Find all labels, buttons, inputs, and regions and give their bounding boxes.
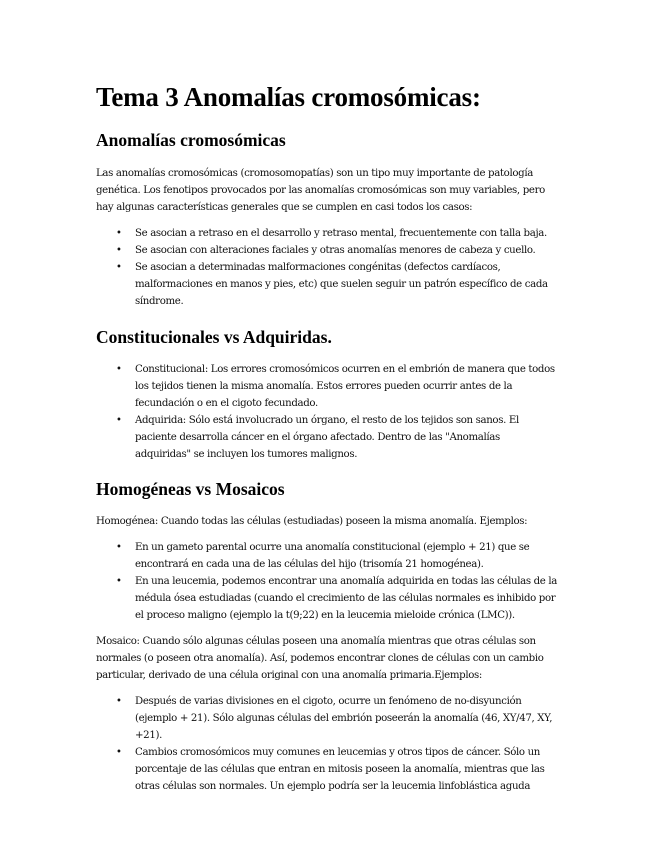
- paragraph-mosaico: Mosaico: Cuando sólo algunas células poseen una anomalía mientras que otras células son normales (o poseen otra anomalía). Así, podemos encontrar clones de células con un cambio particular, derivado de una célula original con una anomalía primaria.Ejemplos:: [96, 636, 544, 681]
- list-item-text: Adquirida: Sólo está involucrado un órgano, el resto de los tejidos son sanos. El paciente desarrolla cáncer en el órgano afectado. Dentro de las "Anomalías adquiridas" se incluyen los tumores malignos.: [135, 415, 519, 460]
- list-item-text: En una leucemia, podemos encontrar una anomalía adquirida en todas las células de la médula ósea estudiadas (cuando el crecimiento de las células normales es inhibido por el proceso maligno (ejemplo la t(9;22) en la leucemia mieloide crónica (LMC)).: [135, 576, 557, 621]
- list-item: [96, 744, 558, 795]
- list-item: [96, 573, 558, 624]
- list-item: [96, 361, 558, 412]
- bullet-icon: •: [116, 696, 122, 707]
- list-item: [96, 242, 558, 259]
- bullet-list-caracteristicas: [96, 225, 558, 310]
- list-item-text: Después de varias divisiones en el cigoto, ocurre un fenómeno de no-disyunción (ejemplo + 21). Sólo algunas células del embrión poseerán la anomalía (46, XY/47, XY, +21).: [135, 696, 553, 741]
- list-item-text: En un gameto parental ocurre una anomalía constitucional (ejemplo + 21) que se encontrará en cada una de las células del hijo (trisomía 21 homogénea).: [135, 542, 530, 570]
- list-item-text: Se asocian a retraso en el desarrollo y retraso mental, frecuentemente con talla baja.: [135, 228, 547, 239]
- list-item-text: Se asocian a determinadas malformaciones congénitas (defectos cardíacos, malformaciones en manos y pies, etc) que suelen seguir un patrón específico de cada síndrome.: [135, 262, 548, 307]
- bullet-list-homogenea: [96, 539, 558, 624]
- list-item: [96, 225, 558, 242]
- section-heading-constitucionales: Constitucionales vs Adquiridas.: [96, 327, 332, 347]
- document-page: [96, 80, 558, 795]
- section-heading-homogeneas: Homogéneas vs Mosaicos: [96, 479, 285, 499]
- paragraph-intro: Las anomalías cromosómicas (cromosomopatías) son un tipo muy importante de patología genética. Los fenotipos provocados por las anomalías cromosómicas son muy variables, pero hay algunas características generales que se cumplen en casi todos los casos:: [96, 168, 545, 213]
- bullet-icon: •: [116, 245, 122, 256]
- list-item: [96, 693, 558, 744]
- bullet-icon: •: [116, 262, 122, 273]
- bullet-list-constitucionales: [96, 361, 558, 463]
- list-item-text: Se asocian con alteraciones faciales y otras anomalías menores de cabeza y cuello.: [135, 245, 536, 256]
- list-item: [96, 259, 558, 310]
- bullet-icon: •: [116, 415, 122, 426]
- list-item-text: Constitucional: Los errores cromosómicos ocurren en el embrión de manera que todos los tejidos tienen la misma anomalía. Estos errores pueden ocurrir antes de la fecundación o en el cigoto fecundado.: [135, 364, 555, 409]
- bullet-list-mosaico: [96, 693, 558, 795]
- bullet-icon: •: [116, 542, 122, 553]
- section-heading-anomalias: Anomalías cromosómicas: [96, 130, 286, 150]
- list-item: [96, 412, 558, 463]
- bullet-icon: •: [116, 576, 122, 587]
- bullet-icon: •: [116, 747, 122, 758]
- paragraph-homogenea: Homogénea: Cuando todas las células (estudiadas) poseen la misma anomalía. Ejemplos:: [96, 516, 528, 527]
- bullet-icon: •: [116, 228, 122, 239]
- list-item: [96, 539, 558, 573]
- list-item-text: Cambios cromosómicos muy comunes en leucemias y otros tipos de cáncer. Sólo un porcentaje de las células que entran en mitosis poseen la anomalía, mientras que las otras células son normales. Un ejemplo podría ser la leucemia linfoblástica aguda: [135, 747, 545, 792]
- bullet-icon: •: [116, 364, 122, 375]
- document-title: Tema 3 Anomalías cromosómicas:: [96, 82, 481, 112]
